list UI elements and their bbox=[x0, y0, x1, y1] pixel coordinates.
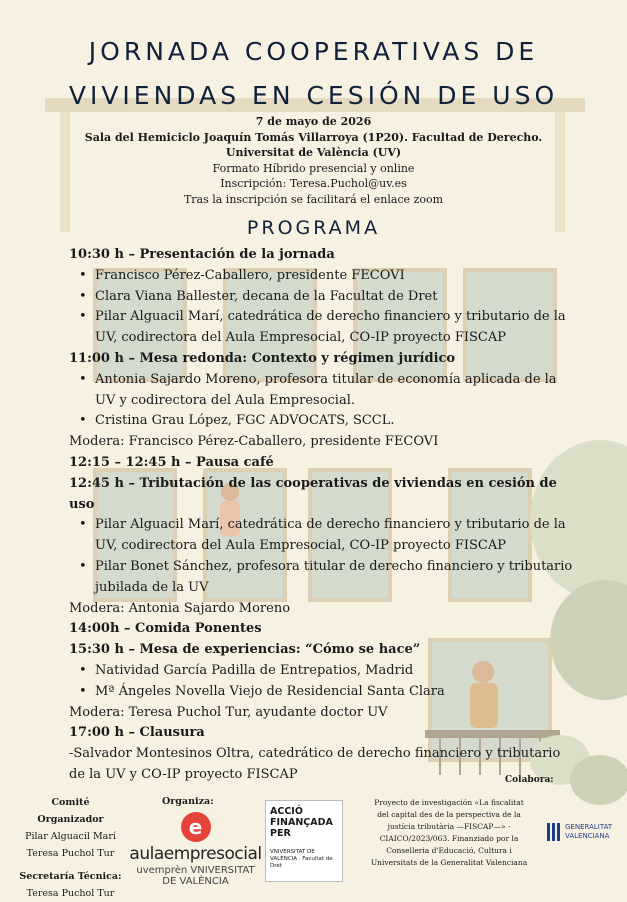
project-note: Proyecto de investigación «La fiscalitat del capital des de la perspectiva de la justícia tributària —FISCAP—» · CIAICO/2023/063. Finanziado por la Conselleria d'Educació, Cultura i Universitats de la Generalitat Valenciana bbox=[370, 798, 528, 867]
closing-speaker: -Salvador Montesinos Oltra, catedrático de derecho financiero y tributario de la UV y CO-IP proyecto FISCAP bbox=[69, 746, 561, 782]
organiza-label: Organiza: bbox=[162, 796, 214, 807]
session-heading: 12:15 – 12:45 h – Pausa café bbox=[69, 454, 274, 470]
aula-e-icon: e bbox=[181, 812, 211, 842]
speaker-item: • Mª Ángeles Novella Viejo de Residencial Santa Clara bbox=[95, 682, 579, 703]
speaker-item: • Pilar Alguacil Marí, catedrática de derecho financiero y tributario de la UV, codirectora del Aula Empresocial, CO-IP proyecto FISCAP bbox=[95, 307, 579, 349]
session-heading: 12:45 h – Tributación de las cooperativas de viviendas en cesión de uso bbox=[69, 475, 557, 512]
accio-line: FINANÇADA bbox=[270, 817, 333, 828]
accio-small: VNIVERSITAT DE VALÈNCIA · Facultat de Dret bbox=[270, 849, 333, 869]
generalitat-line: VALENCIANA bbox=[565, 832, 610, 840]
secretary-member: Teresa Puchol Tur bbox=[26, 888, 115, 899]
session-heading: 11:00 h – Mesa redonda: Contexto y régimen jurídico bbox=[69, 350, 456, 366]
speaker-item: • Pilar Alguacil Marí, catedrática de derecho financiero y tributario de la UV, codirectora del Aula Empresocial, CO-IP proyecto FISCAP bbox=[95, 515, 579, 557]
event-info bbox=[0, 114, 627, 207]
generalitat-line: GENERALITAT bbox=[565, 823, 613, 831]
organizing-committee bbox=[18, 794, 123, 902]
event-registration[interactable]: Inscripción: Teresa.Puchol@uv.es bbox=[220, 177, 407, 190]
committee-label: Comité Organizador bbox=[37, 797, 104, 825]
speaker-item: • Natividad García Padilla de Entrepatios, Madrid bbox=[95, 661, 579, 682]
colabora-label: Colabora: bbox=[505, 775, 554, 785]
aula-name: aulaempresocial bbox=[129, 844, 262, 864]
program-title: PROGRAMA bbox=[246, 217, 381, 239]
aula-empresocial-logo bbox=[128, 812, 263, 887]
speaker-item: • Clara Viana Ballester, decana de la Facultat de Dret bbox=[95, 287, 579, 308]
speaker-item: • Cristina Grau López, FGC ADVOCATS, SCCL. bbox=[95, 411, 579, 432]
title-line-1: JORNADA COOPERATIVAS DE bbox=[88, 37, 539, 66]
event-zoom-note: Tras la inscripción se facilitará el enlace zoom bbox=[183, 192, 444, 206]
secretary-label: Secretaría Técnica: bbox=[19, 871, 122, 882]
session-moderator: Modera: Antonia Sajardo Moreno bbox=[69, 600, 291, 616]
event-venue-line-2: Universitat de València (UV) bbox=[225, 146, 402, 159]
event-venue-line-1: Sala del Hemiciclo Joaquín Tomás Villarroya (1P20). Facultad de Derecho. bbox=[84, 130, 543, 144]
generalitat-emblem-icon bbox=[545, 821, 561, 843]
accio-line: ACCIÓ bbox=[270, 806, 303, 817]
speaker-item: • Antonia Sajardo Moreno, profesora titular de economía aplicada de la UV y codirectora del Aula Empresocial. bbox=[95, 370, 579, 412]
event-date: 7 de mayo de 2026 bbox=[255, 115, 372, 128]
event-format: Formato Híbrido presencial y online bbox=[212, 161, 415, 175]
speaker-list bbox=[69, 661, 579, 703]
aula-sub: uvemprèn VNIVERSITAT DE VALÈNCIA bbox=[136, 865, 255, 887]
program-schedule bbox=[69, 245, 579, 786]
generalitat-logo bbox=[545, 823, 623, 841]
title-line-2: VIVIENDAS EN CESIÓN DE USO bbox=[68, 81, 559, 110]
session-moderator: Modera: Teresa Puchol Tur, ayudante doctor UV bbox=[69, 704, 388, 720]
session-heading: 15:30 h – Mesa de experiencias: “Cómo se hace” bbox=[69, 642, 421, 658]
committee-member: Pilar Alguacil Marí bbox=[25, 831, 116, 842]
session-heading: 17:00 h – Clausura bbox=[69, 725, 205, 741]
page-title bbox=[0, 30, 627, 118]
session-heading: 10:30 h – Presentación de la jornada bbox=[69, 247, 335, 262]
speaker-list bbox=[69, 515, 579, 598]
speaker-item: • Pilar Bonet Sánchez, profesora titular de derecho financiero y tributario jubilada de la UV bbox=[95, 557, 579, 599]
speaker-item: • Francisco Pérez-Caballero, presidente FECOVI bbox=[95, 266, 579, 287]
session-heading: 14:00h – Comida Ponentes bbox=[69, 621, 262, 637]
accio-financada-logo bbox=[265, 800, 343, 882]
committee-member: Teresa Puchol Tur bbox=[26, 848, 115, 859]
speaker-list bbox=[69, 370, 579, 432]
accio-line: PER bbox=[270, 828, 291, 839]
speaker-list bbox=[69, 266, 579, 349]
session-moderator: Modera: Francisco Pérez-Caballero, presidente FECOVI bbox=[69, 434, 439, 450]
